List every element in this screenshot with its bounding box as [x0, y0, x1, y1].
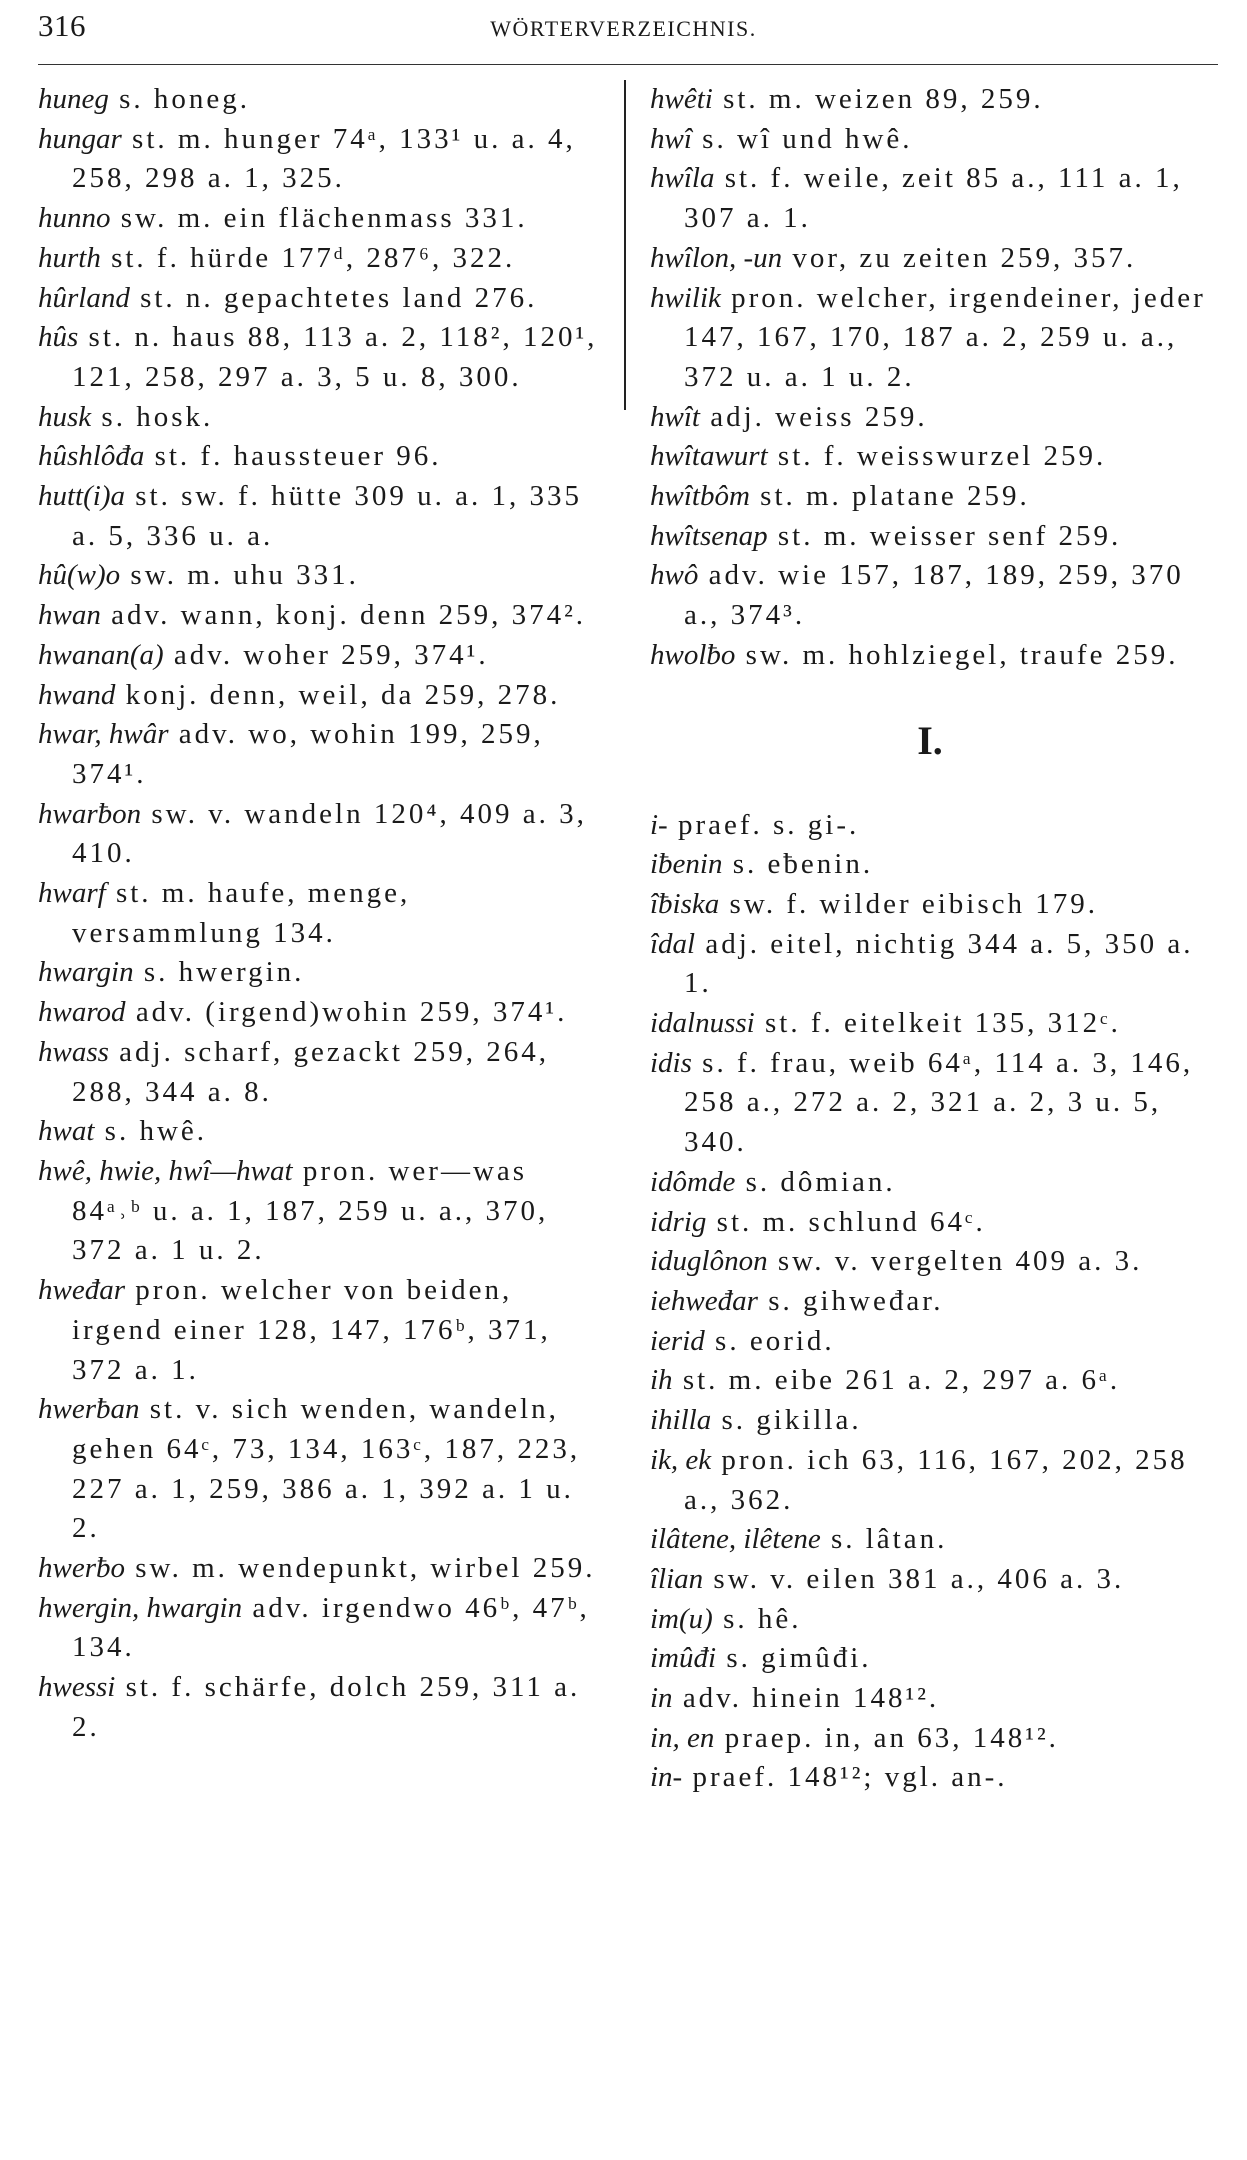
entry-definition: st. v. sich wenden, wandeln, gehen 64ᶜ, 73, 134, 163ᶜ, 187, 223, 227 a. 1, 259, 386 a. 1, 392 a. 1 u. 2. [72, 1393, 581, 1545]
headword: hûshlôđa [38, 440, 145, 473]
headword: hûs [38, 321, 79, 354]
entry-definition: s. dômian. [735, 1165, 896, 1198]
dictionary-entry [650, 437, 1210, 477]
entry-definition: s. f. frau, weib 64ᵃ, 114 a. 3, 146, 258 a., 272 a. 2, 321 a. 2, 3 u. 5, 340. [684, 1046, 1194, 1159]
headword: hwat [38, 1115, 95, 1148]
headword: hwîtsenap [650, 519, 768, 552]
entry-definition: praef. s. gi-. [667, 808, 860, 841]
column-divider [624, 80, 626, 410]
entry-definition: st. m. weizen 89, 259. [712, 83, 1044, 115]
dictionary-entry [38, 556, 598, 596]
headword: hwargin [38, 956, 134, 989]
headword: imûđi [650, 1642, 717, 1675]
headword: hwand [38, 678, 116, 711]
headword: hwanan(a) [38, 638, 164, 671]
running-head: WÖRTERVERZEICHNIS. [490, 16, 757, 41]
headword: hwarod [38, 996, 126, 1029]
entry-definition: st. m. haufe, menge, versammlung 134. [72, 877, 411, 949]
dictionary-entry [38, 1271, 598, 1390]
entry-definition: st. n. haus 88, 113 a. 2, 118², 120¹, 121, 258, 297 a. 3, 5 u. 8, 300. [72, 321, 598, 393]
right-column-top [650, 80, 1210, 676]
headword: hwolƀo [650, 638, 736, 671]
headword: ihilla [650, 1404, 712, 1437]
entry-definition: s. eorid. [704, 1324, 835, 1357]
headword: ih [650, 1364, 673, 1397]
headword: iduglônon [650, 1245, 768, 1278]
dictionary-entry [38, 477, 598, 556]
dictionary-entry [38, 437, 598, 477]
dictionary-entry [38, 676, 598, 716]
dictionary-entry [38, 80, 598, 120]
headword: hwîtawurt [650, 440, 768, 473]
headword: hwerƀo [38, 1552, 125, 1585]
section-heading: I. [917, 717, 943, 763]
headword: hutt(i)a [38, 480, 125, 513]
headword: hwarf [38, 877, 106, 910]
entry-definition: st. m. hunger 74ᵃ, 133¹ u. a. 4, 258, 298 a. 1, 325. [72, 122, 576, 195]
dictionary-entry [650, 1639, 1210, 1679]
dictionary-entry [650, 636, 1210, 676]
dictionary-entry [38, 318, 598, 397]
dictionary-entry [650, 1600, 1210, 1640]
entry-definition: s. hwergin. [133, 956, 305, 989]
headword: hwê, hwie, hwî—hwat [38, 1154, 293, 1187]
headword: husk [38, 400, 92, 433]
entry-definition: pron. welcher, irgendeiner, jeder 147, 167, 170, 187 a. 2, 259 u. a., 372 u. a. 1 u. 2. [684, 281, 1206, 393]
headword: ik, ek [650, 1443, 712, 1476]
headword: hwô [650, 559, 699, 592]
headword: in, en [650, 1721, 715, 1754]
entry-definition: st. n. gepachtetes land 276. [129, 281, 538, 314]
dictionary-entry [650, 925, 1210, 1004]
dictionary-entry [38, 874, 598, 953]
entry-definition: s. hosk. [91, 400, 214, 433]
dictionary-entry [650, 159, 1210, 238]
entry-definition: sw. m. hohlziegel, traufe 259. [735, 638, 1179, 671]
headword: hwîlon, -un [650, 241, 783, 274]
dictionary-entry [650, 1282, 1210, 1322]
dictionary-entry [650, 398, 1210, 438]
entry-definition: st. f. haussteuer 96. [144, 440, 442, 473]
entry-definition: s. honeg. [108, 83, 251, 115]
headword: hwar, hwâr [38, 718, 169, 751]
headword: hwarƀon [38, 797, 142, 830]
dictionary-entry [650, 1361, 1210, 1401]
dictionary-entry [38, 636, 598, 676]
headword: hwan [38, 599, 101, 632]
right-column-bottom [650, 806, 1210, 1799]
entry-definition: s. gikilla. [711, 1404, 862, 1437]
headword: hungar [38, 122, 122, 155]
entry-definition: adv. woher 259, 374¹. [163, 638, 489, 671]
dictionary-entry [650, 279, 1210, 398]
entry-definition: st. m. platane 259. [749, 480, 1030, 513]
dictionary-entry [38, 596, 598, 636]
headword: hwass [38, 1035, 109, 1068]
entry-definition: st. m. weisser senf 259. [767, 519, 1122, 552]
dictionary-entry [38, 1549, 598, 1589]
headword: hwerƀan [38, 1393, 140, 1426]
headword: in [650, 1682, 673, 1715]
dictionary-entry [650, 1163, 1210, 1203]
headword: idalnussi [650, 1007, 755, 1040]
dictionary-entry [38, 120, 598, 199]
right-column [650, 80, 1210, 1798]
entry-definition: pron. wer—was 84ᵃ˒ᵇ u. a. 1, 187, 259 u. a., 370, 372 a. 1 u. 2. [72, 1154, 549, 1267]
entry-definition: sw. m. wendepunkt, wirbel 259. [125, 1552, 596, 1585]
entry-definition: s. gihweđar. [757, 1284, 944, 1317]
headword: hûrland [38, 281, 130, 314]
entry-definition: sw. f. wilder eibisch 179. [719, 887, 1099, 920]
dictionary-entry [650, 1758, 1210, 1798]
headword: in- [650, 1761, 683, 1794]
headword: hwilik [650, 281, 721, 314]
dictionary-entry [650, 1044, 1210, 1163]
dictionary-entry [38, 715, 598, 794]
headword: ilâtene, ilêtene [650, 1523, 821, 1556]
entry-definition: st. f. hürde 177ᵈ, 287⁶, 322. [100, 241, 516, 274]
entry-definition: pron. welcher von beiden, irgend einer 128, 147, 176ᵇ, 371, 372 a. 1. [72, 1274, 551, 1386]
entry-definition: adv. irgendwo 46ᵇ, 47ᵇ, 134. [72, 1591, 590, 1664]
dictionary-entry [650, 1719, 1210, 1759]
dictionary-entry [38, 1589, 598, 1668]
headword: îƀiska [650, 887, 720, 920]
entry-definition: sw. v. eilen 381 a., 406 a. 3. [703, 1562, 1125, 1595]
headword: idrig [650, 1205, 707, 1238]
dictionary-entry [650, 1520, 1210, 1560]
top-rule [38, 64, 1218, 65]
headword: hwessi [38, 1671, 116, 1704]
entry-definition: st. f. weisswurzel 259. [767, 440, 1107, 473]
dictionary-entry [650, 806, 1210, 846]
left-column [38, 80, 598, 1748]
entry-definition: pron. ich 63, 116, 167, 202, 258 a., 362. [684, 1443, 1188, 1516]
entry-definition: s. gimûđi. [716, 1642, 872, 1675]
headword: idômde [650, 1165, 736, 1198]
headword: i- [650, 808, 668, 841]
dictionary-entry [38, 1668, 598, 1747]
entry-definition: adv. wie 157, 187, 189, 259, 370 a., 374³. [684, 559, 1184, 632]
dictionary-entry [650, 239, 1210, 279]
dictionary-entry [650, 885, 1210, 925]
dictionary-entry [650, 1679, 1210, 1719]
entry-definition: praef. 148¹²; vgl. an-. [682, 1761, 1008, 1794]
entry-definition: sw. m. uhu 331. [120, 559, 359, 592]
headword: ierid [650, 1324, 705, 1357]
entry-definition: adv. wann, konj. denn 259, 374². [100, 599, 587, 632]
entry-definition: st. f. weile, zeit 85 a., 111 a. 1, 307 a. 1. [684, 162, 1183, 235]
dictionary-entry [38, 398, 598, 438]
headword: hwîla [650, 162, 715, 195]
headword: hû(w)o [38, 559, 121, 592]
entry-definition: s. hê. [712, 1602, 802, 1635]
entry-definition: praep. in, an 63, 148¹². [714, 1721, 1059, 1754]
entry-definition: sw. m. ein flächenmass 331. [110, 202, 528, 235]
dictionary-entry [38, 199, 598, 239]
headword: hwergin, hwargin [38, 1591, 243, 1624]
entry-definition: s. lâtan. [820, 1523, 948, 1556]
entry-definition: s. eƀenin. [722, 848, 874, 881]
entry-definition: s. wî und hwê. [691, 122, 913, 155]
headword: hweđar [38, 1274, 125, 1307]
headword: îdal [650, 927, 696, 960]
entry-definition: st. m. eibe 261 a. 2, 297 a. 6ᵃ. [672, 1364, 1121, 1397]
dictionary-entry [650, 1322, 1210, 1362]
dictionary-entry [650, 477, 1210, 517]
dictionary-entry [650, 120, 1210, 160]
headword: hunno [38, 202, 111, 235]
dictionary-entry [650, 556, 1210, 635]
dictionary-entry [650, 517, 1210, 557]
entry-definition: st. m. schlund 64ᶜ. [706, 1205, 986, 1238]
entry-definition: st. sw. f. hütte 309 u. a. 1, 335 a. 5, 336 u. a. [72, 480, 582, 552]
dictionary-entry [38, 279, 598, 319]
dictionary-entry [650, 80, 1210, 120]
page-number: 316 [38, 8, 86, 43]
entry-definition: sw. v. vergelten 409 a. 3. [767, 1245, 1143, 1278]
entry-definition: vor, zu zeiten 259, 357. [782, 241, 1137, 274]
headword: hwêti [650, 83, 713, 115]
entry-definition: adj. eitel, nichtig 344 a. 5, 350 a. 1. [684, 927, 1194, 1000]
dictionary-entry [650, 1401, 1210, 1441]
headword: im(u) [650, 1602, 713, 1635]
entry-definition: adv. (irgend)wohin 259, 374¹. [125, 996, 568, 1029]
dictionary-entry [650, 1242, 1210, 1282]
dictionary-entry [38, 1112, 598, 1152]
entry-definition: konj. denn, weil, da 259, 278. [115, 678, 561, 711]
entry-definition: st. f. eitelkeit 135, 312ᶜ. [754, 1007, 1121, 1040]
dictionary-entry [650, 1560, 1210, 1600]
dictionary-entry [38, 993, 598, 1033]
headword: hurth [38, 241, 101, 274]
dictionary-entry [650, 1441, 1210, 1520]
headword: îlian [650, 1562, 704, 1595]
dictionary-entry [38, 1390, 598, 1549]
entry-definition: adv. wo, wohin 199, 259, 374¹. [72, 718, 544, 790]
headword: hwîtbôm [650, 480, 750, 513]
entry-definition: s. hwê. [94, 1115, 208, 1148]
headword: huneg [38, 83, 109, 115]
dictionary-entry [650, 845, 1210, 885]
entry-definition: adj. scharf, gezackt 259, 264, 288, 344 a. 8. [72, 1035, 549, 1108]
entry-definition: adj. weiss 259. [699, 400, 928, 433]
headword: iehweđar [650, 1284, 758, 1317]
headword: hwî [650, 122, 692, 155]
entry-definition: st. f. schärfe, dolch 259, 311 a. 2. [72, 1671, 581, 1743]
dictionary-entry [38, 795, 598, 874]
dictionary-entry [38, 1152, 598, 1271]
dictionary-entry [650, 1203, 1210, 1243]
dictionary-entry [650, 1004, 1210, 1044]
dictionary-entry [38, 1033, 598, 1112]
dictionary-entry [38, 239, 598, 279]
headword: iƀenin [650, 848, 723, 881]
entry-definition: sw. v. wandeln 120⁴, 409 a. 3, 410. [72, 797, 587, 870]
entry-definition: adv. hinein 148¹². [672, 1682, 940, 1715]
dictionary-entry [38, 953, 598, 993]
headword: hwît [650, 400, 700, 433]
headword: idis [650, 1046, 692, 1079]
